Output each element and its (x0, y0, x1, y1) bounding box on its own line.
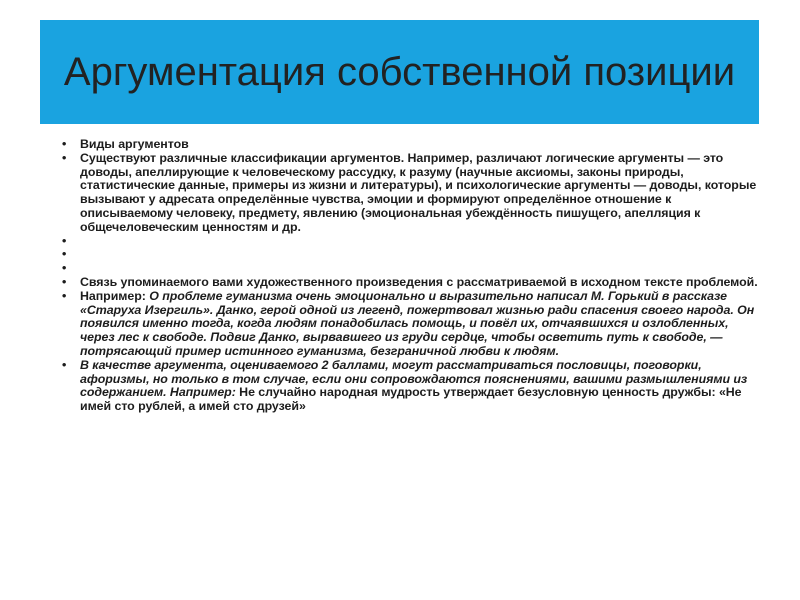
bullet-proverbs (62, 359, 762, 414)
bullet-literary-connection: • Связь упоминаемого вами художественного произведения с рассматриваемой в исходном тексте проблемой. (62, 276, 762, 290)
title-banner (40, 20, 759, 124)
bullet-empty-3 (62, 262, 762, 276)
example-lead: Например: (80, 288, 150, 303)
slide-body (62, 138, 762, 414)
bullet-list (62, 138, 762, 414)
bullet-example-gorky (62, 290, 762, 359)
bullet-empty-1 (62, 235, 762, 249)
bullet-classifications: • Существуют различные классификации аргументов. Например, различают логические аргументы — это доводы, апеллирующие к человеческому рассудку, к разуму (научные аксиомы, законы природы, статистические данные, примеры из жизни и литературы), и психологические аргументы — доводы, которые вызывают у адресата определённые чувства, эмоции и формируют определённое отношение к описываемому человеку, предмету, явлению (эмоциональная убеждённость пишущего, апелляция к общечеловеческим ценностям и др. (62, 152, 762, 235)
bullet-empty-2 (62, 248, 762, 262)
proverbs-text: В качестве аргумента, оцениваемого 2 баллами, могут рассматриваться пословицы, поговорки, афоризмы, но только в том случае, если они сопровождаются пояснениями, вашими размышлениями из содержанием. Например: (80, 357, 748, 400)
bullet-types-of-arguments: • Виды аргументов (62, 138, 762, 152)
example-gorky-text: О проблеме гуманизма очень эмоционально и выразительно написал М. Горький в рассказе «Старуха Изергиль». Данко, герой одной из легенд, пожертвовал жизнью ради спасения своего народа. Он появился именно тогда, когда людям понадобилась помощь, и повёл их, отчаявшихся и озлобленных, через лес к свободе. Подвиг Данко, вырвавшего из груди сердце, чтобы осветить путь к свободе, — потрясающий пример истинного гуманизма, безграничной любви к людям. (80, 288, 755, 358)
proverbs-example: Не случайно народная мудрость утверждает безусловную ценность дружбы: «Не имей сто рублей, а имей сто друзей» (80, 385, 742, 414)
slide-title: Аргументация собственной позиции (63, 50, 736, 94)
